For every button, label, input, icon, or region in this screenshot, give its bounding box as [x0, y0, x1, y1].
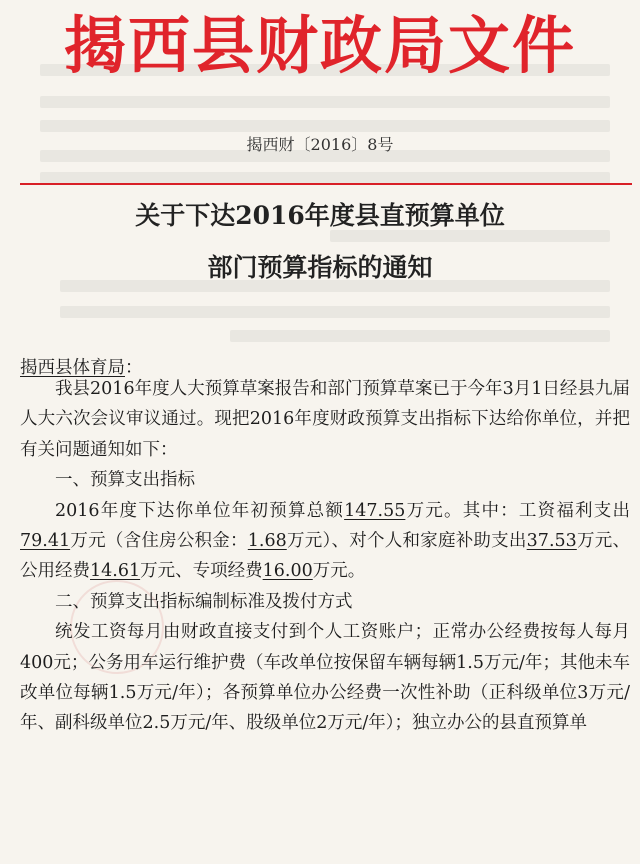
text-run: 万元（含住房公积金：	[70, 531, 248, 552]
intro-paragraph: 我县2016年度人大预算草案报告和部门预算草案已于今年3月1日经县九届人大六次会议审议通过。现把2016年度财政预算支出指标下达给你单位，并把有关问题通知如下：	[20, 379, 630, 460]
public-expense-value: 14.61	[90, 561, 141, 582]
section2-heading: 二、预算支出指标编制标准及拨付方式	[55, 591, 353, 612]
notice-body	[20, 374, 630, 739]
bleed-through-line	[40, 96, 610, 108]
document-number: 揭西财〔2016〕8号	[246, 135, 394, 154]
bleed-through-line	[40, 120, 610, 132]
salary-value: 79.41	[20, 531, 71, 552]
special-fund-value: 16.00	[262, 561, 313, 582]
subsidy-value: 37.53	[526, 531, 577, 552]
notice-title-line2: 部门预算指标的通知	[207, 253, 433, 282]
text-run: 万元、公用经费	[20, 531, 631, 582]
text-run: 万元。	[312, 561, 366, 582]
section1-heading: 一、预算支出指标	[55, 470, 195, 491]
red-divider	[20, 183, 632, 185]
text-run: 2016年度下达你单位年初预算总额	[55, 500, 345, 521]
housing-fund-value: 1.68	[247, 531, 287, 552]
section1-paragraph	[20, 496, 630, 587]
bleed-through-line	[60, 306, 610, 318]
text-run: 万元）、对个人和家庭补助支出	[286, 531, 527, 552]
agency-header: 揭西县财政局文件	[63, 9, 576, 82]
recipient-name: 揭西县体育局	[20, 358, 125, 378]
bleed-through-line	[230, 330, 610, 342]
section2-paragraph: 统发工资每月由财政直接支付到个人工资账户；正常办公经费按每人每月400元；公务用车运行维护费（车改单位按保留车辆每辆1.5万元/年；其他未车改单位每辆1.5万元/年）；各预算单位办公经费一次性补助（正科级单位3万元/年、副科级单位2.5万元/年、股级单位2万元/年）；独立办公的县直预算单	[20, 622, 630, 734]
text-run: 万元、专项经费	[140, 561, 263, 582]
recipient-colon: ：	[125, 358, 143, 378]
notice-title-line1: 关于下达2016年度县直预算单位	[135, 201, 505, 230]
total-budget-value: 147.55	[344, 500, 406, 521]
text-run: 万元。其中：工资福利支出	[405, 500, 630, 521]
